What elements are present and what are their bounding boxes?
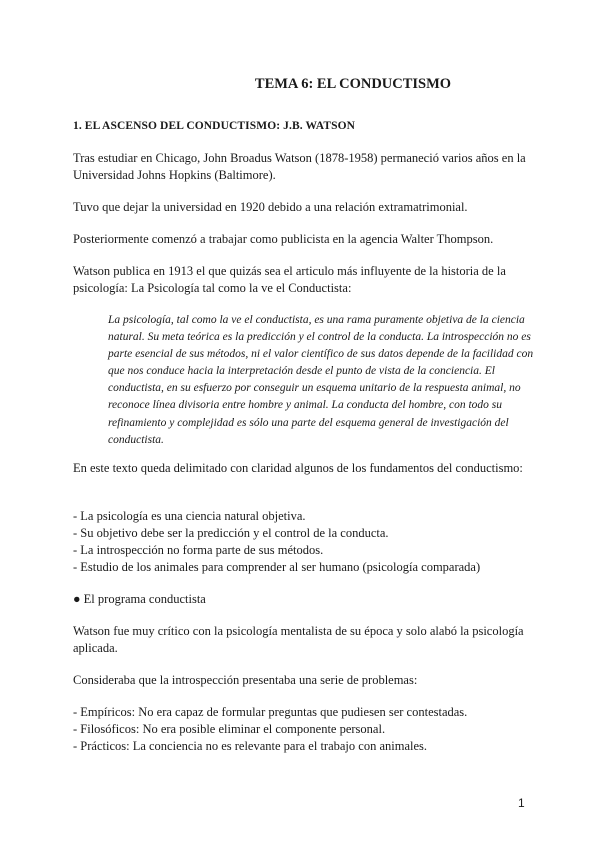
paragraph-fundamentals-intro: En este texto queda delimitado con claridad algunos de los fundamentos del conductismo: (73, 461, 523, 475)
section-heading: 1. EL ASCENSO DEL CONDUCTISMO: J.B. WATSON (73, 120, 356, 132)
list-item: - Empíricos: No era capaz de formular preguntas que pudiesen ser contestadas. (73, 705, 468, 719)
paragraph-education: Tras estudiar en Chicago, John Broadus Watson (1878-1958) permaneció varios años en la Universidad Johns Hopkins (Baltimore). (73, 151, 526, 182)
paragraph-left-university: Tuvo que dejar la universidad en 1920 debido a una relación extramatrimonial. (73, 200, 468, 214)
list-item: - Su objetivo debe ser la predicción y el control de la conducta. (73, 526, 389, 540)
paragraph-publicist: Posteriormente comenzó a trabajar como publicista en la agencia Walter Thompson. (73, 232, 494, 246)
list-item: - Prácticos: La conciencia no es relevante para el trabajo con animales. (73, 739, 427, 753)
bullet-heading: ● El programa conductista (73, 592, 206, 606)
list-item: - Filosóficos: No era posible eliminar el componente personal. (73, 722, 386, 736)
document-title: TEMA 6: EL CONDUCTISMO (254, 76, 452, 92)
fundamentals-list (73, 508, 533, 576)
list-item: - La introspección no forma parte de sus métodos. (73, 543, 324, 557)
paragraph-1913-article: Watson publica en 1913 el que quizás sea el articulo más influyente de la historia de la psicología: La Psicología tal como la ve el Conductista: (73, 264, 506, 295)
watson-quote: La psicología, tal como la ve el conductista, es una rama puramente objetiva de la ciencia natural. Su meta teórica es la predicción y el control de la conducta. La introspección no es parte esencial de sus métodos, ni el valor científico de sus datos depende de la facilidad con que nos conduce hacia la interpretación desde el punto de vista de la conciencia. El conductista, en su esfuerzo por conseguir un esquema unitario de la respuesta animal, no reconoce línea divisoria entre hombre y animal. La conducta del hombre, con todo su refinamiento y complejidad es sólo una parte del esquema general de investigación del conductista. (108, 314, 534, 446)
paragraph-watson-critic: Watson fue muy crítico con la psicología mentalista de su época y solo alabó la psicología aplicada. (73, 624, 524, 655)
list-item: - La psicología es una ciencia natural objetiva. (73, 509, 306, 523)
list-item: - Estudio de los animales para comprender al ser humano (psicología comparada) (73, 560, 481, 574)
page-number: 1 (518, 796, 525, 810)
paragraph-introspection-problems: Consideraba que la introspección presentaba una serie de problemas: (73, 673, 418, 687)
problems-list (73, 704, 533, 755)
